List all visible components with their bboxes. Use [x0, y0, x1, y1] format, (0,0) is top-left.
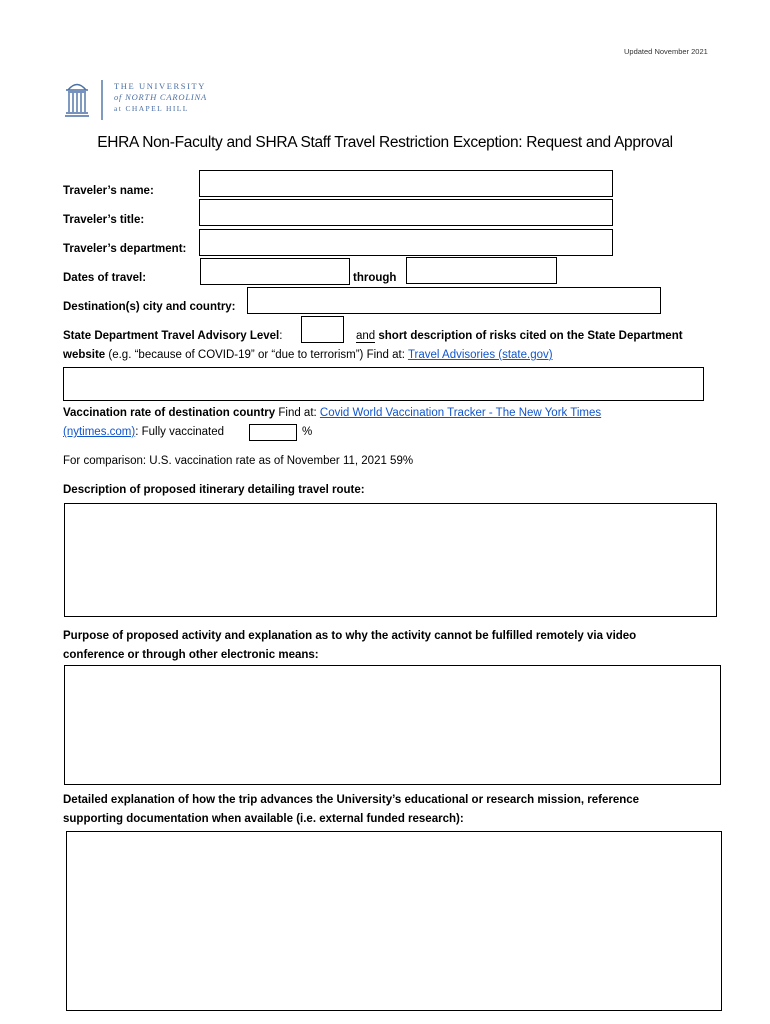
traveler-title-field[interactable] [199, 199, 613, 226]
dates-of-travel-label: Dates of travel: [63, 272, 147, 284]
vaccination-tracker-link-cont[interactable]: (nytimes.com) [63, 426, 136, 438]
mission-label-line1: Detailed explanation of how the trip advances the University’s educational or research mission, reference [63, 794, 640, 806]
purpose-label-line1: Purpose of proposed activity and explanation as to why the activity cannot be fulfilled remotely via video [63, 630, 637, 642]
itinerary-field[interactable] [64, 503, 717, 617]
mission-field[interactable] [66, 831, 722, 1011]
updated-date: Updated November 2021 [624, 47, 708, 56]
advisory-risk-description-field[interactable] [63, 367, 704, 401]
itinerary-label: Description of proposed itinerary detailing travel route: [63, 484, 365, 496]
vaccination-tracker-link[interactable]: Covid World Vaccination Tracker - The New York Times [319, 407, 602, 419]
advisory-level-label [63, 330, 282, 342]
destination-field[interactable] [247, 287, 661, 314]
vaccination-rate-field[interactable] [249, 424, 297, 441]
travel-end-date-field[interactable] [406, 257, 557, 284]
mission-label-line2: supporting documentation when available (i.e. external funded research): [63, 813, 464, 825]
advisory-level-field[interactable] [301, 316, 344, 343]
advisory-label-text: State Department Travel Advisory Level [63, 330, 280, 342]
advisory-description [356, 330, 683, 342]
and-text: and [356, 330, 376, 342]
purpose-field[interactable] [64, 665, 721, 785]
traveler-department-label: Traveler’s department: [63, 243, 187, 255]
fully-vaccinated-label: : Fully vaccinated [135, 426, 225, 438]
vaccination-label: Vaccination rate of destination country [63, 407, 276, 419]
traveler-title-label: Traveler’s title: [63, 214, 145, 226]
through-label: through [353, 272, 397, 284]
advisory-example: (e.g. “because of COVID-19” or “due to terrorism”) Find at: [108, 349, 408, 361]
travel-advisories-link[interactable]: Travel Advisories (state.gov) [407, 349, 553, 361]
logo-line: of NORTH CAROLINA [114, 92, 207, 102]
vaccination-line1 [63, 407, 601, 419]
us-vaccination-comparison: For comparison: U.S. vaccination rate as of November 11, 2021 59% [63, 455, 414, 467]
website-label: website [63, 349, 106, 361]
vaccination-find: Find at: [278, 407, 320, 419]
purpose-label-line2: conference or through other electronic means: [63, 649, 319, 661]
logo-line: THE UNIVERSITY [114, 81, 207, 91]
logo-line: at CHAPEL HILL [114, 104, 189, 113]
vaccination-line2 [63, 426, 224, 438]
advisory-desc-bold: short description of risks cited on the State Department [378, 330, 683, 342]
traveler-department-field[interactable] [199, 229, 613, 256]
advisory-colon: : [279, 330, 283, 342]
travel-start-date-field[interactable] [200, 258, 350, 285]
traveler-name-field[interactable] [199, 170, 613, 197]
destination-label: Destination(s) city and country: [63, 301, 236, 313]
university-logo-text [114, 81, 207, 114]
percent-sign: % [302, 426, 313, 438]
advisory-website-line [63, 349, 553, 361]
unc-old-well-logo-icon [62, 78, 108, 122]
traveler-name-label: Traveler’s name: [63, 185, 154, 197]
form-title: EHRA Non-Faculty and SHRA Staff Travel Restriction Exception: Request and Approval [97, 134, 673, 151]
